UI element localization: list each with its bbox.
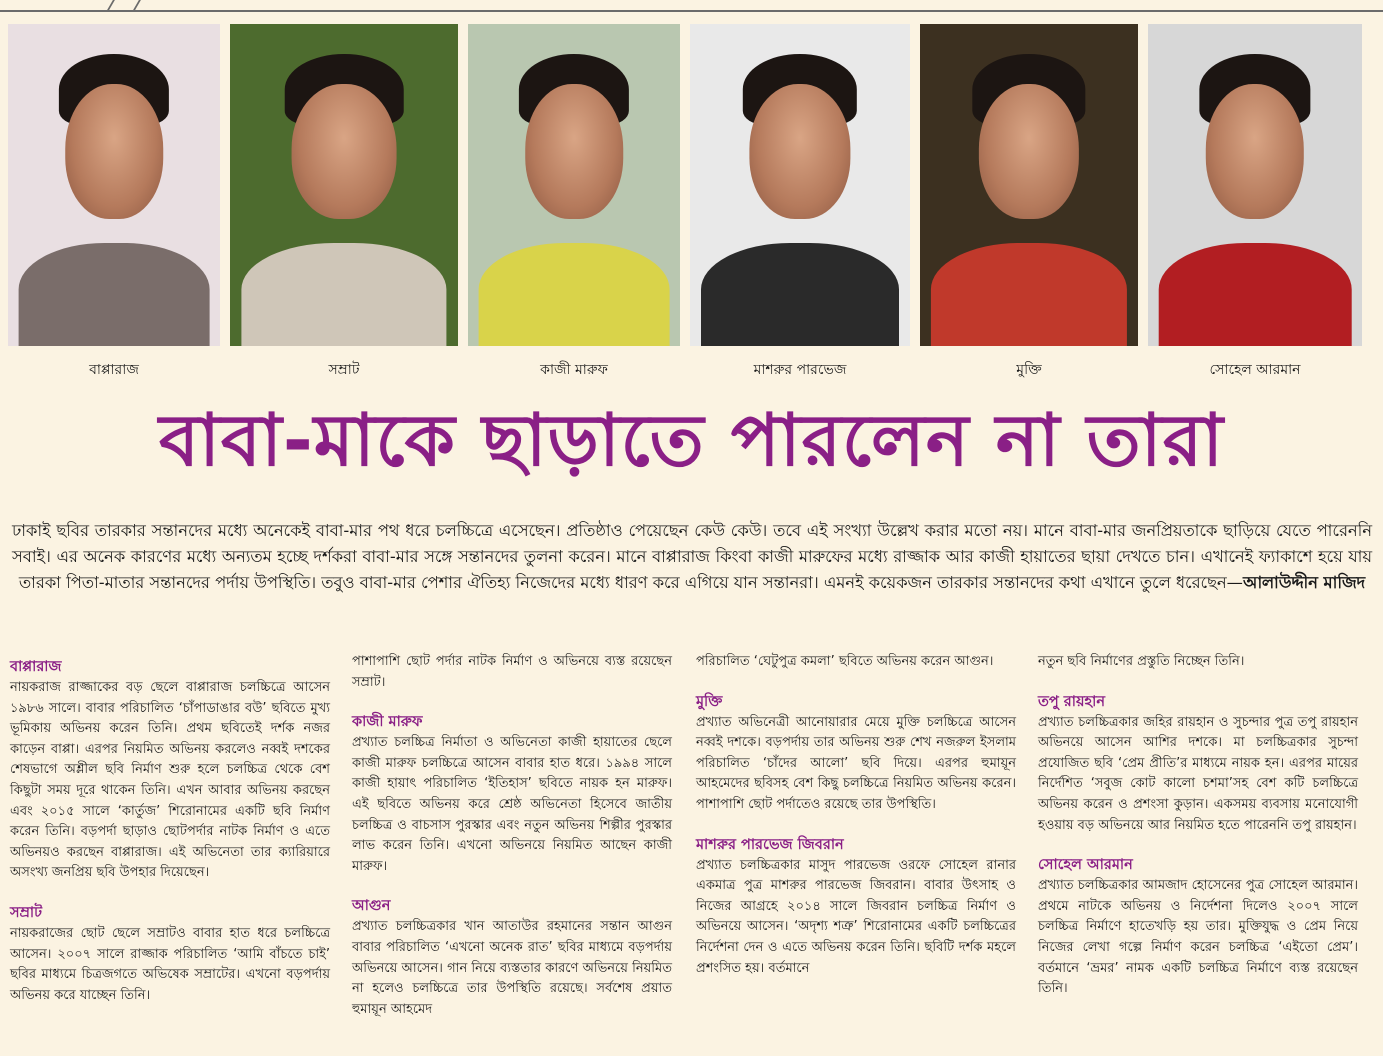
photo-bappa-raj bbox=[8, 24, 220, 346]
photo-mashrur-parvez bbox=[690, 24, 910, 346]
photo-face bbox=[65, 84, 163, 219]
photo-face bbox=[525, 84, 623, 219]
author-name: আলাউদ্দীন মাজিদ bbox=[1242, 573, 1366, 592]
photo-body bbox=[931, 243, 1127, 346]
column-4 bbox=[1038, 652, 1358, 1000]
spacer bbox=[1038, 673, 1358, 687]
photo-face bbox=[1206, 84, 1304, 219]
section-title-bappa-raj: বাপ্পারাজ bbox=[10, 659, 62, 675]
photo-sohel-arman bbox=[1148, 24, 1362, 346]
section-text-agun-continued: পরিচালিত ‘ঘেটুপুত্র কমলা’ ছবিতে অভিনয় করেন আগুন। bbox=[696, 654, 994, 669]
caption-kazi-maruf: কাজী মারুফ bbox=[540, 362, 608, 378]
photo-body bbox=[701, 243, 899, 346]
spacer bbox=[10, 884, 330, 898]
caption-mashrur-parvez: মাশরুর পারভেজ bbox=[753, 362, 847, 378]
photo-captions bbox=[8, 358, 1362, 380]
section-text-mashrur-parvez: প্রখ্যাত চলচ্চিত্রকার মাসুদ পারভেজ ওরফে সোহেল রানার একমাত্র পুত্র মাশরুর পারভেজ জিবরান। বাবার উৎসাহ ও নিজের আগ্রহে ২০১৪ সালে জিবরান চলচ্চিত্র নির্মাণ ও অভিনয়ে আসেন। ‘অদৃশ্য শত্রু’ শিরোনামের একটি চলচ্চিত্রের নির্দেশনা দেন ও এতে অভিনয় করেন তিনি। ছবিটি দর্শক মহলে প্রশংসিত হয়। বর্তমানে bbox=[696, 857, 1016, 976]
photo-body bbox=[19, 243, 210, 346]
column-2 bbox=[352, 652, 672, 1020]
photo-mukti bbox=[920, 24, 1138, 346]
section-text-samrat: নায়করাজের ছোট ছেলে সম্রাটও বাবার হাত ধরে চলচ্চিত্রে আসেন। ২০০৭ সালে রাজ্জাক পরিচালিত ‘আমি বাঁচতে চাই’ ছবির মাধ্যমে চিত্রজগতে অভিষেক সম্রাটের। এখনো বড়পর্দায় অভিনয় করে যাচ্ছেন তিনি। bbox=[10, 925, 330, 1003]
section-text-samrat-continued: পাশাপাশি ছোট পর্দার নাটক নির্মাণ ও অভিনয়ে ব্যস্ত রয়েছেন সম্রাট। bbox=[352, 654, 672, 690]
caption-bappa-raj: বাপ্পারাজ bbox=[89, 362, 139, 378]
section-text-mashrur-continued: নতুন ছবি নির্মাণের প্রস্তুতি নিচ্ছেন তিনি। bbox=[1038, 654, 1245, 669]
section-text-agun: প্রখ্যাত চলচ্চিত্রকার খান আতাউর রহমানের সন্তান আগুন বাবার পরিচালিত ‘এখনো অনেক রাত’ ছবির মাধ্যমে বড়পর্দায় অভিনয়ে আসেন। গান নিয়ে ব্যস্ততার কারণে অভিনয়ে নিয়মিত না হলেও চলচ্চিত্রে তার উপস্থিতি রয়েছে। সর্বশেষ প্রয়াত হুমায়ূন আহমেদ bbox=[352, 919, 672, 1017]
photo-samrat bbox=[230, 24, 458, 346]
top-border bbox=[0, 0, 1383, 12]
spacer bbox=[352, 693, 672, 707]
section-title-mukti: মুক্তি bbox=[696, 693, 723, 710]
section-title-samrat: সম্রাট bbox=[10, 904, 43, 921]
section-text-sohel-arman: প্রখ্যাত চলচ্চিত্রকার আমজাদ হোসেনের পুত্র সোহেল আরমান। প্রথমে নাটকে অভিনয় ও নির্দেশনা দিলেও ২০০৭ সালে চলচ্চিত্র নির্মাণে হাতেখড়ি হয় তার। মুক্তিযুদ্ধ ও প্রেম নিয়ে নিজের লেখা গল্পে নির্মাণ করেন চলচ্চিত্র ‘এইতো প্রেম’। বর্তমানে ‘ভ্রমর’ নামক একটি চলচ্চিত্র নির্মাণে ব্যস্ত রয়েছেন তিনি। bbox=[1038, 878, 1358, 997]
photo-body bbox=[1159, 243, 1352, 346]
section-title-mashrur-parvez: মাশরুর পারভেজ জিবরান bbox=[696, 836, 844, 853]
caption-sohel-arman: সোহেল আরমান bbox=[1209, 362, 1301, 378]
column-3 bbox=[696, 652, 1016, 979]
section-title-kazi-maruf: কাজী মারুফ bbox=[352, 714, 423, 731]
section-title-tapu-raihan: তপু রায়হান bbox=[1038, 693, 1105, 710]
intro-paragraph bbox=[12, 518, 1372, 596]
section-text-kazi-maruf: প্রখ্যাত চলচ্চিত্র নির্মাতা ও অভিনেতা কাজী হায়াতের ছেলে কাজী মারুফ চলচ্চিত্রে আসেন বাবার হাত ধরে। ১৯৯৪ সালে কাজী হায়াৎ পরিচালিত ‘ইতিহাস’ ছবিতে নায়ক হন মারুফ। এই ছবিতে অভিনয় করে শ্রেষ্ঠ অভিনেতা হিসেবে জাতীয় চলচ্চিত্র ও বাচসাস পুরস্কার এবং নতুন অভিনয় শিল্পীর পুরস্কার লাভ করেন তিনি। এখনো অভিনয়ে নিয়মিত আছেন কাজী মারুফ। bbox=[352, 735, 672, 874]
section-text-bappa-raj: নায়করাজ রাজ্জাকের বড় ছেলে বাপ্পারাজ চলচ্চিত্রে আসেন ১৯৮৬ সালে। বাবার পরিচালিত ‘চাঁপাডাঙার বউ’ ছবিতে মুখ্য ভূমিকায় অভিনয় করেন তিনি। প্রথম ছবিতেই দর্শক নজর কাড়েন বাপ্পা। এরপর নিয়মিত অভিনয় করলেও নব্বই দশকের শেষভাগে অশ্লীল ছবি নির্মাণ শুরু হলে চলচ্চিত্র থেকে বেশ কিছুটা সময় দূরে থাকেন তিনি। এখন আবার অভিনয় করছেন এবং ২০১৫ সালে ‘কার্তুজ’ শিরোনামের একটি ছবি নির্মাণ করেন তিনি। বড়পর্দা ছাড়াও ছোটপর্দার নাটক নির্মাণ ও এতে অভিনয়ও করছেন বাপ্পারাজ। এই অভিনেতা তার ক্যারিয়ারে অসংখ্য জনপ্রিয় ছবি উপহার দিয়েছেন। bbox=[10, 680, 330, 881]
spacer bbox=[696, 673, 1016, 687]
section-text-tapu-raihan: প্রখ্যাত চলচ্চিত্রকার জহির রায়হান ও সুচন্দার পুত্র তপু রায়হান অভিনয়ে আসেন আশির দশকে। মা চলচ্চিত্রকার সুচন্দা প্রযোজিত ছবি ‘প্রেম প্রীতি’র মাধ্যমে নায়ক হন। এরপর মায়ের নির্দেশিত ‘সবুজ কোট কালো চশমা’সহ বেশ কটি চলচ্চিত্রে অভিনয় করেন ও প্রশংসা কুড়ান। একসময় ব্যবসায় মনোযোগী হওয়ায় বড় অভিনয়ে আর নিয়মিত হতে পারেননি তপু রায়হান। bbox=[1038, 714, 1358, 833]
caption-mukti: মুক্তি bbox=[1016, 362, 1042, 378]
column-1 bbox=[10, 652, 330, 1006]
section-title-agun: আগুন bbox=[352, 898, 391, 915]
photo-face bbox=[292, 84, 397, 219]
photo-face bbox=[749, 84, 850, 219]
top-border-notch bbox=[107, 0, 141, 10]
section-title-sohel-arman: সোহেল আরমান bbox=[1038, 857, 1133, 874]
photo-face bbox=[979, 84, 1079, 219]
spacer bbox=[1038, 836, 1358, 850]
section-text-mukti: প্রখ্যাত অভিনেত্রী আনোয়ারার মেয়ে মুক্তি চলচ্চিত্রে আসেন নব্বই দশকে। বড়পর্দায় তার অভিনয় শুরু শেখ নজরুল ইসলাম পরিচালিত ‘চাঁদের আলো’ ছবি দিয়ে। এরপর হুমায়ূন আহমেদের ছবিসহ বেশ কিছু চলচ্চিত্রে নিয়মিত অভিনয় করেন। পাশাপাশি ছোট পর্দাতেও রয়েছে তার উপস্থিতি। bbox=[696, 714, 1016, 812]
photo-body bbox=[479, 243, 670, 346]
photo-body bbox=[241, 243, 446, 346]
spacer bbox=[352, 877, 672, 891]
photo-strip bbox=[8, 24, 1362, 346]
photo-kazi-maruf bbox=[468, 24, 680, 346]
intro-text: ঢাকাই ছবির তারকার সন্তানদের মধ্যে অনেকেই বাবা-মার পথ ধরে চলচ্চিত্রে এসেছেন। প্রতিষ্ঠাও পেয়েছেন কেউ কেউ। তবে এই সংখ্যা উল্লেখ করার মতো নয়। মানে বাবা-মার জনপ্রিয়তাকে ছাড়িয়ে যেতে পারেননি সবাই। এর অনেক কারণের মধ্যে অন্যতম হচ্ছে দর্শকরা বাবা-মার সঙ্গে সন্তানদের তুলনা করেন। মানে বাপ্পারাজ কিংবা কাজী মারুফের মধ্যে রাজ্জাক আর কাজী হায়াতের ছায়া দেখতে চান। এখানেই ফ্যাকাশে হয়ে যায় তারকা পিতা-মাতার সন্তানদের পর্দায় উপস্থিতি। তবুও বাবা-মার পেশার ঐতিহ্য নিজেদের মধ্যে ধারণ করে এগিয়ে যান সন্তানরা। এমনই কয়েকজন তারকার সন্তানদের কথা এখানে তুলে ধরেছেন— bbox=[12, 521, 1372, 592]
headline: বাবা-মাকে ছাড়াতে পারলেন না তারা bbox=[158, 398, 1225, 482]
spacer bbox=[696, 816, 1016, 830]
caption-samrat: সম্রাট bbox=[328, 362, 360, 378]
